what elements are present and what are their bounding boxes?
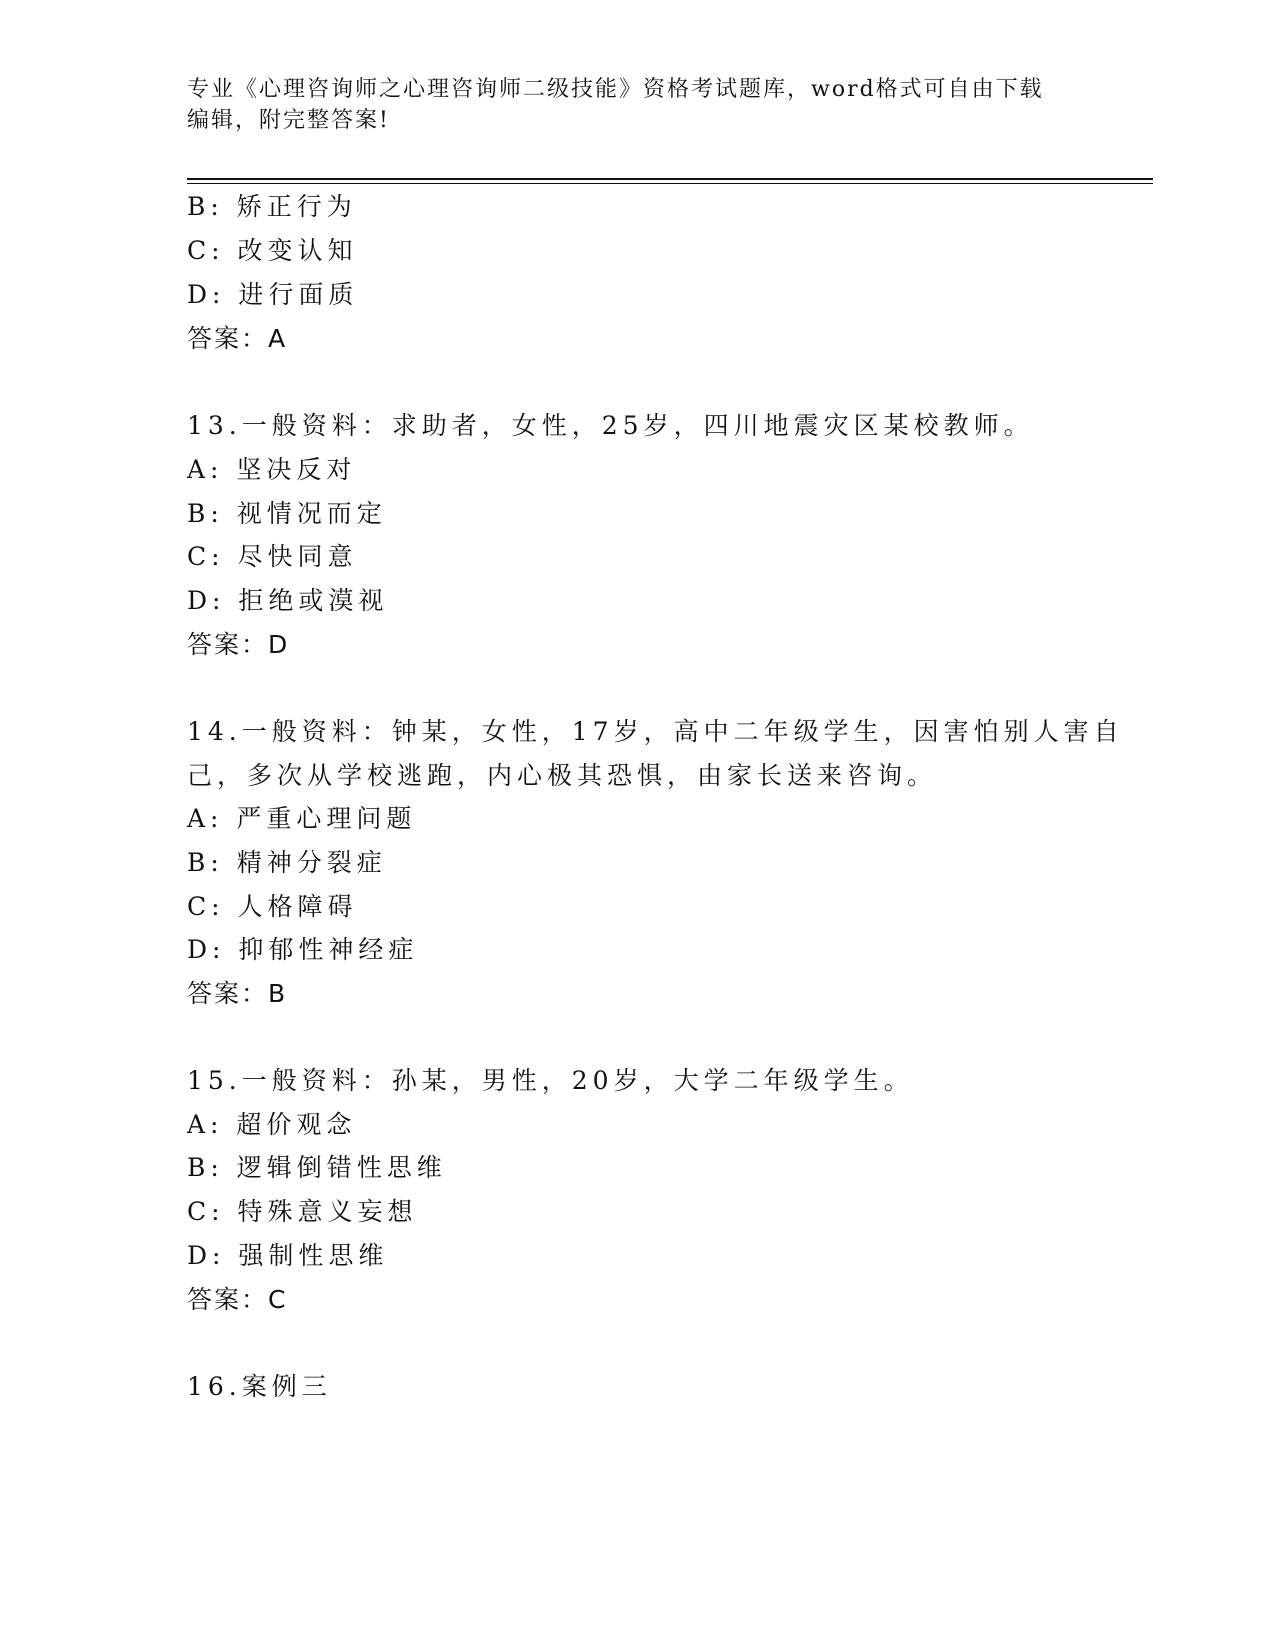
header-line-2: 编辑，附完整答案! <box>187 108 390 133</box>
answer: 答案：B <box>187 979 288 1008</box>
option-d: D: 进行面质 <box>187 280 359 309</box>
question-13-stem: 13.一般资料：求助者，女性，25岁，四川地震灾区某校教师。 <box>187 411 1034 440</box>
option-a: A: 坚决反对 <box>187 455 357 484</box>
option-c: C: 改变认知 <box>187 236 358 265</box>
answer: 答案：C <box>187 1285 288 1314</box>
option-c: C: 人格障碍 <box>187 892 358 921</box>
question-15-stem: 15.一般资料：孙某，男性，20岁，大学二年级学生。 <box>187 1066 914 1095</box>
header-divider-thin <box>187 183 1153 184</box>
option-b: B: 矫正行为 <box>187 192 357 221</box>
option-d: D: 拒绝或漠视 <box>187 586 389 615</box>
option-c: C: 特殊意义妄想 <box>187 1197 418 1226</box>
answer: 答案：D <box>187 630 290 659</box>
header-divider-thick <box>187 178 1153 180</box>
question-16-stem: 16.案例三 <box>187 1372 332 1401</box>
option-a: A: 超价观念 <box>187 1110 357 1139</box>
option-d: D: 强制性思维 <box>187 1241 389 1270</box>
option-b: B: 逻辑倒错性思维 <box>187 1153 447 1182</box>
question-14-stem-line-1: 14.一般资料：钟某，女性，17岁，高中二年级学生，因害怕别人害自 <box>187 717 1124 746</box>
header-line-1: 专业《心理咨询师之心理咨询师二级技能》资格考试题库，word格式可自由下载 <box>187 77 1044 102</box>
question-14-stem-line-2: 己，多次从学校逃跑，内心极其恐惧，由家长送来咨询。 <box>187 761 938 790</box>
option-d: D: 抑郁性神经症 <box>187 935 419 964</box>
option-a: A: 严重心理问题 <box>187 804 417 833</box>
option-c: C: 尽快同意 <box>187 542 358 571</box>
option-b: B: 视情况而定 <box>187 499 387 528</box>
option-b: B: 精神分裂症 <box>187 848 387 877</box>
document-header <box>187 74 1087 136</box>
answer: 答案：A <box>187 324 288 353</box>
